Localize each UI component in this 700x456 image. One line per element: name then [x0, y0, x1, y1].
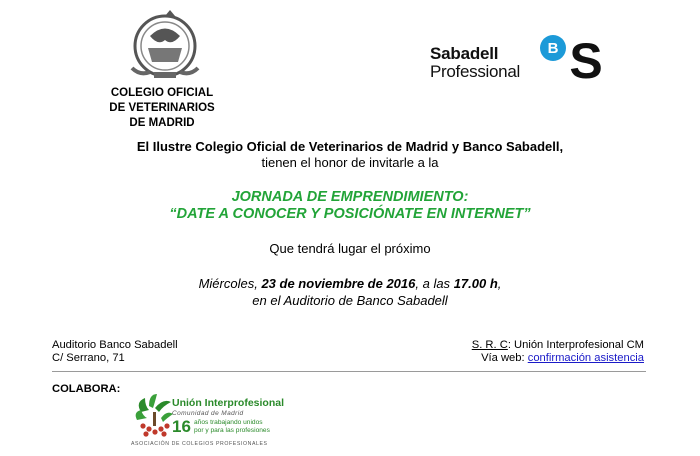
- union-slogan-line: por y para las profesiones: [194, 427, 270, 434]
- colegio-name-line: COLEGIO OFICIAL: [110, 87, 214, 99]
- colegio-name-line: DE MADRID: [129, 117, 195, 129]
- event-subtitle: “DATE A CONOCER Y POSICIÓNATE EN INTERNET”: [169, 206, 531, 222]
- event-venue: en el Auditorio de Banco Sabadell: [252, 293, 448, 308]
- union-tree-icon: [131, 392, 177, 442]
- event-time: 17.00 h: [453, 276, 498, 291]
- colegio-name-line: DE VETERINARIOS: [109, 102, 215, 114]
- address-line-1: Auditorio Banco Sabadell: [52, 339, 178, 351]
- web-label: Vía web:: [481, 352, 528, 364]
- sabadell-name: Sabadell: [430, 44, 499, 63]
- divider: [52, 371, 646, 372]
- confirm-attendance-link[interactable]: confirmación asistencia: [527, 352, 644, 364]
- union-slogan-line: años trabajando unidos: [194, 419, 263, 426]
- union-years-number: 16: [172, 417, 191, 436]
- invitation-line-1: El Ilustre Colegio Oficial de Veterinarios de Madrid y Banco Sabadell,: [136, 139, 564, 154]
- colegio-crest-icon: [120, 6, 210, 86]
- union-slogan: [194, 419, 270, 435]
- event-title: JORNADA DE EMPRENDIMIENTO:: [231, 189, 469, 205]
- union-subtitle: Comunidad de Madrid: [172, 410, 244, 417]
- venue-intro: Que tendrá lugar el próximo: [269, 241, 431, 256]
- sabadell-professional: Professional: [430, 62, 520, 81]
- colabora-label: COLABORA:: [52, 383, 121, 395]
- sabadell-logo-icon: [538, 34, 610, 82]
- event-date-line: [0, 276, 700, 291]
- event-date: 23 de noviembre de 2016: [261, 276, 416, 291]
- sabadell-logo-b: B: [547, 40, 559, 57]
- src-label: S. R. C: [471, 339, 508, 351]
- invitation-line-2: tienen el honor de invitarle a la: [261, 155, 439, 170]
- web-line: [481, 352, 644, 365]
- sabadell-logo-s: S: [569, 34, 603, 82]
- time-end: ,: [497, 276, 502, 291]
- date-weekday: Miércoles,: [198, 276, 258, 291]
- union-association: ASOCIACIÓN DE COLEGIOS PROFESIONALES: [131, 441, 268, 447]
- time-intro: , a las: [415, 276, 451, 291]
- src-value: : Unión Interprofesional CM: [507, 339, 644, 351]
- src-line: [472, 339, 644, 352]
- union-title: Unión Interprofesional: [172, 397, 285, 409]
- address-line-2: C/ Serrano, 71: [52, 352, 125, 364]
- sabadell-brand: [430, 45, 520, 81]
- colegio-name: [90, 86, 234, 131]
